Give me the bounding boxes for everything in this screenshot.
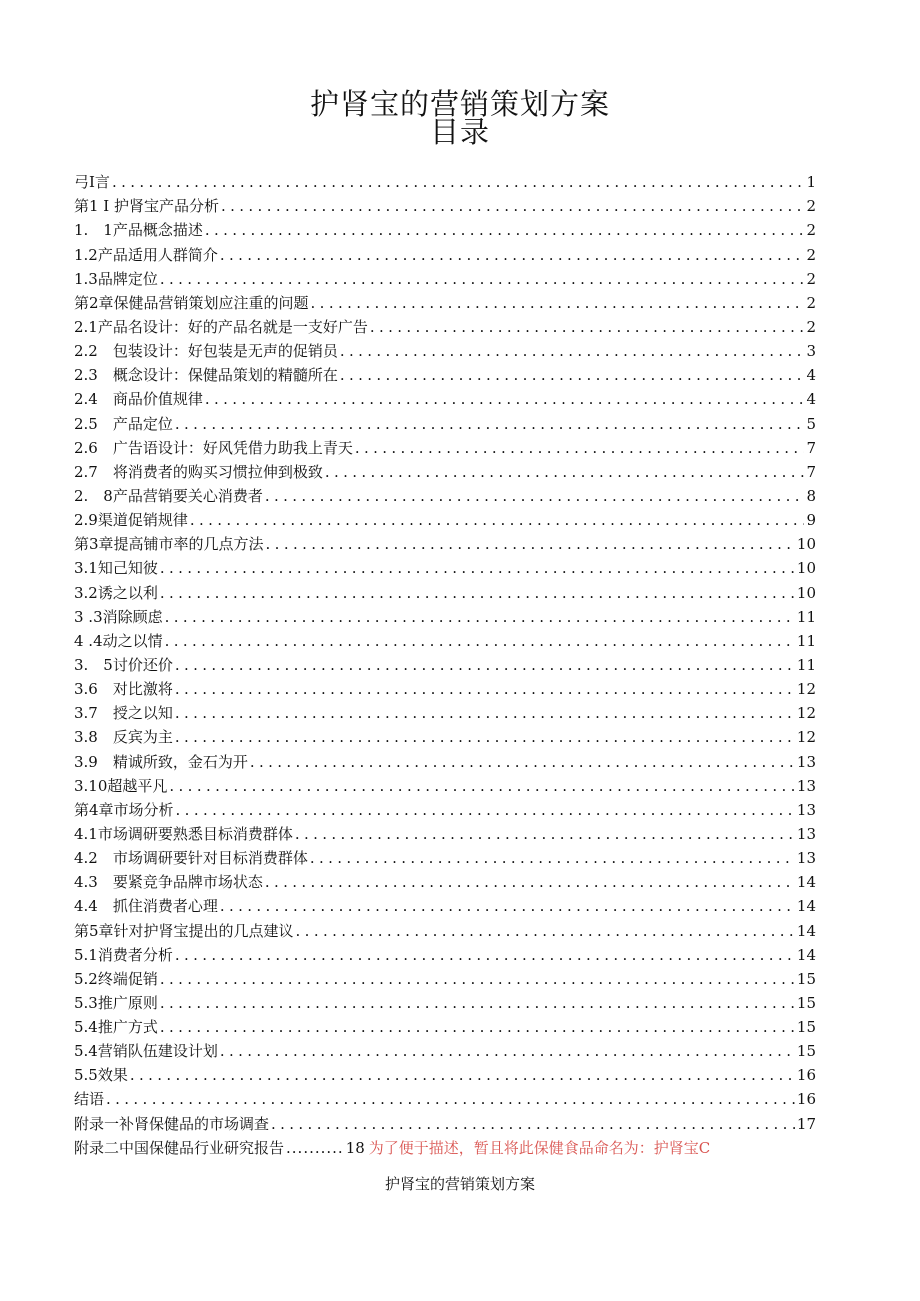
toc-leader [175,945,795,965]
toc-leader [265,872,795,892]
section-title: 护肾宝的营销策划方案 [384,1175,535,1193]
toc-entry[interactable] [74,627,816,651]
toc-entry[interactable] [74,313,816,337]
toc-entry[interactable] [74,554,816,578]
toc-entry-label: 3.10超越平凡 [74,776,168,795]
toc-leader [295,824,795,844]
toc-entry-label: 4 .4动之以情 [74,631,163,650]
toc-entry[interactable] [74,1109,816,1133]
toc-entry[interactable] [74,892,816,916]
toc-entry[interactable] [74,578,816,602]
toc-leader [355,438,805,458]
toc-entry-page: 12 [796,680,816,699]
toc-entry-page: 11 [796,631,816,650]
toc-entry[interactable] [74,482,816,506]
toc-entry[interactable] [74,675,816,699]
toc-entry[interactable] [74,506,816,530]
toc-entry-label: 2.5 产品定位 [74,414,173,433]
toc-entry-page: 4 [806,366,816,385]
toc-entry-page: 2 [806,269,816,288]
toc-entry-page: 15 [796,969,816,988]
toc-entry-label: 4.4 抓住消费者心理 [74,897,218,916]
toc-entry-appendix-2[interactable] [74,1134,816,1158]
toc-leader [325,462,805,482]
toc-entry[interactable] [74,796,816,820]
toc-entry-label: 5.4推广方式 [74,1018,158,1037]
toc-entry-label: 1.2产品适用人群简介 [74,245,218,264]
toc-leader [160,1017,795,1037]
toc-leader [175,655,795,675]
toc-leader [160,269,805,289]
toc-entry-page: 14 [796,945,816,964]
toc-leader [205,389,805,409]
toc-entry[interactable] [74,868,816,892]
toc-entry-label: 5.5效果 [74,1066,128,1085]
toc-entry-page: 16 [796,1090,816,1109]
toc-entry[interactable] [74,458,816,482]
toc-entry-page: 18 [345,1138,365,1157]
toc-leader [160,583,795,603]
toc-entry-label: 附录一补肾保健品的市场调查 [74,1114,270,1133]
toc-entry-label: 2.9渠道促销规律 [74,511,188,530]
toc-entry-page: 15 [796,1042,816,1061]
toc-entry-label: 3.8 反宾为主 [74,728,173,747]
toc-entry-label: 弓I言 [74,173,110,192]
toc-entry-label: 3.1知己知彼 [74,559,158,578]
toc-entry-label: 3 .3消除顾虑 [74,607,163,626]
toc-entry-page: 15 [796,993,816,1012]
toc-leader [266,534,795,554]
toc-entry-page: 8 [806,486,816,505]
toc-entry-page: 14 [796,897,816,916]
toc-entry-label: 3.9 精诚所致，金石为开 [74,752,248,771]
toc-entry-label: 2.4 商品价值规律 [74,390,203,409]
toc-entry-page: 2 [806,245,816,264]
toc-entry-page: 2 [806,197,816,216]
toc-entry-page: 10 [796,559,816,578]
toc-entry-label: 3.6 对比激将 [74,680,173,699]
toc-entry[interactable] [74,651,816,675]
toc-leader [311,293,805,313]
toc-leader [169,776,795,796]
toc-entry[interactable] [74,192,816,216]
toc-entry-page: 13 [796,824,816,843]
toc-entry-page: 17 [796,1114,816,1133]
toc-entry[interactable] [74,168,816,192]
toc-entry-page: 14 [796,921,816,940]
toc-leader [175,679,795,699]
toc-leader [175,414,805,434]
toc-entry[interactable] [74,941,816,965]
toc-entry[interactable] [74,265,816,289]
toc-entry[interactable] [74,1061,816,1085]
toc-leader [250,752,795,772]
toc-entry-label: 第2章保健品营销策划应注重的问题 [74,293,309,312]
toc-entry-page: 3 [806,342,816,361]
toc-leader [160,558,795,578]
toc-entry-page: 2 [806,293,816,312]
toc-entry-label: 4.3 要紧竞争品牌市场状态 [74,873,263,892]
toc-entry-label: 5.3推广原则 [74,993,158,1012]
toc-entry[interactable] [74,337,816,361]
toc-entry-page: 13 [796,752,816,771]
toc-leader [220,245,805,265]
toc-entry[interactable] [74,747,816,771]
toc-leader [205,220,805,240]
toc-entry[interactable] [74,216,816,240]
toc-leader [175,703,795,723]
toc-entry-page: 11 [796,655,816,674]
toc-entry-label: 5.2终端促销 [74,969,158,988]
toc-leader [112,172,805,192]
toc-entry-label: 第1 I 护肾宝产品分析 [74,197,220,216]
toc-entry-label: 附录二中国保健品行业研究报告 [74,1138,285,1157]
toc-leader [160,969,795,989]
toc-entry[interactable] [74,699,816,723]
toc-leader [220,896,795,916]
toc-entry[interactable] [74,409,816,433]
toc-leader [340,341,805,361]
toc-entry-page: 10 [796,535,816,554]
toc-entry[interactable] [74,772,816,796]
toc-leader [106,1089,795,1109]
toc-entry-label: 2.2 包装设计：好包装是无声的促销员 [74,342,338,361]
document-title: 护肾宝的营销策划方案 [309,87,610,121]
toc-entry-page: 7 [806,438,816,457]
editor-note: 为了便于描述，暂且将此保健食品命名为：护肾宝C [368,1138,711,1157]
toc-entry-label: 结语 [74,1090,105,1109]
toc-entry-label: 第3章提高铺市率的几点方法 [74,535,264,554]
toc-leader [160,993,795,1013]
toc-entry[interactable] [74,385,816,409]
toc-entry[interactable] [74,723,816,747]
toc-entry[interactable] [74,1013,816,1037]
toc-entry[interactable] [74,240,816,264]
toc-entry-label: 2.6 广告语设计：好风凭借力助我上青天 [74,438,353,457]
toc-leader [175,727,795,747]
toc-leader: .......... [286,1138,344,1157]
toc-leader [340,365,805,385]
toc-entry-label: 2. 8产品营销要关心消费者 [74,486,263,505]
toc-entry[interactable] [74,361,816,385]
toc-entry-page: 7 [806,462,816,481]
toc-entry-page: 5 [806,414,816,433]
toc-entry-page: 13 [796,849,816,868]
toc-entry-page: 12 [796,728,816,747]
toc-entry-page: 14 [796,873,816,892]
toc-entry-label: 4.2 市场调研要针对目标消费群体 [74,849,308,868]
toc-entry-page: 10 [796,583,816,602]
toc-entry-page: 2 [806,317,816,336]
toc-entry-label: 2.1产品名设计：好的产品名就是一支好广告 [74,317,368,336]
toc-entry-label: 3.2诱之以利 [74,583,158,602]
toc-entry-label: 2.7 将消费者的购买习惯拉伸到极致 [74,462,323,481]
toc-leader [165,631,795,651]
toc-entry[interactable] [74,603,816,627]
toc-entry[interactable] [74,530,816,554]
toc-entry[interactable] [74,1037,816,1061]
toc-entry-page: 9 [806,511,816,530]
toc-leader [370,317,805,337]
toc-entry-page: 15 [796,1018,816,1037]
toc-leader [176,800,795,820]
toc-entry-page: 2 [806,221,816,240]
toc-entry[interactable] [74,434,816,458]
toc-leader [130,1065,795,1085]
table-of-contents [74,168,816,1158]
toc-heading: 目录 [429,115,490,149]
toc-entry[interactable] [74,820,816,844]
toc-entry-label: 1. 1产品概念描述 [74,221,203,240]
toc-entry-page: 11 [796,607,816,626]
toc-leader [310,848,795,868]
toc-entry-page: 13 [796,776,816,795]
toc-entry-page: 4 [806,390,816,409]
toc-entry-label: 5.1消费者分析 [74,945,173,964]
toc-entry[interactable] [74,289,816,313]
toc-entry[interactable] [74,844,816,868]
toc-leader [165,607,795,627]
toc-leader [271,1114,795,1134]
toc-entry-page: 1 [806,173,816,192]
toc-leader [265,486,805,506]
toc-entry-label: 第5章针对护肾宝提出的几点建议 [74,921,294,940]
toc-entry[interactable] [74,989,816,1013]
toc-entry-label: 4.1市场调研要熟悉目标消费群体 [74,824,293,843]
toc-entry[interactable] [74,965,816,989]
toc-entry-label: 5.4营销队伍建设计划 [74,1042,218,1061]
toc-entry-label: 第4章市场分析 [74,800,174,819]
toc-entry[interactable] [74,916,816,940]
toc-leader [221,196,804,216]
toc-entry-page: 13 [796,800,816,819]
toc-entry-page: 16 [796,1066,816,1085]
toc-entry-label: 3.7 授之以知 [74,704,173,723]
toc-entry[interactable] [74,1085,816,1109]
toc-leader [220,1041,795,1061]
toc-entry-label: 3. 5讨价还价 [74,655,173,674]
toc-entry-page: 12 [796,704,816,723]
toc-entry-label: 2.3 概念设计：保健品策划的精髓所在 [74,366,338,385]
toc-leader [296,921,795,941]
toc-leader [190,510,805,530]
toc-entry-label: 1.3品牌定位 [74,269,158,288]
